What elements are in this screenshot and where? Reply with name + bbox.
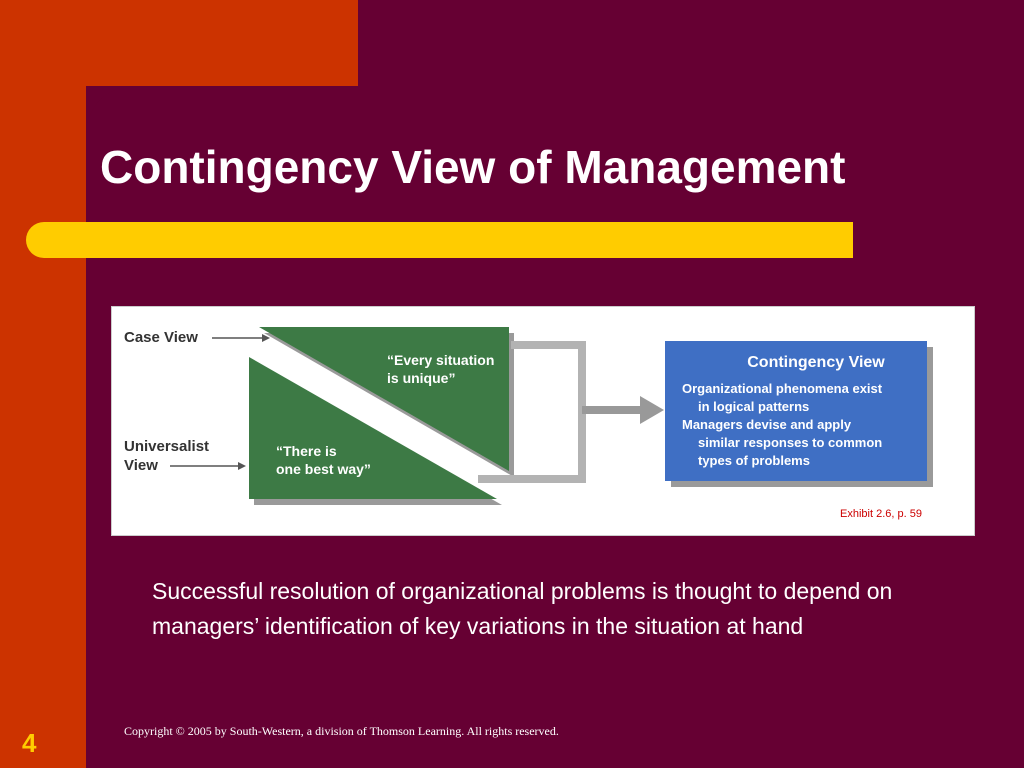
contingency-line-2: in logical patterns (698, 399, 810, 414)
top-accent-block (0, 0, 358, 86)
exhibit-source: Exhibit 2.6, p. 59 (840, 508, 922, 520)
contingency-line-4: similar responses to common (698, 435, 883, 450)
universal-quote-line1: “There is (276, 443, 337, 459)
case-quote-line1: “Every situation (387, 352, 495, 368)
universal-quote-line2: one best way” (276, 461, 371, 477)
contingency-line-1: Organizational phenomena exist (682, 381, 883, 396)
exhibit-diagram (111, 306, 975, 536)
universalist-arrow-head (238, 462, 246, 470)
left-accent-band (0, 0, 86, 768)
connector-arrow-head (640, 396, 664, 424)
title-underline-bar (26, 222, 853, 258)
slide-body-text: Successful resolution of organizational problems is thought to depend on managers’ identification of key variations in the situation at hand (152, 578, 893, 639)
universalist-view-label-line1: Universalist (124, 438, 210, 455)
page-number: 4 (22, 728, 37, 758)
contingency-line-3: Managers devise and apply (682, 417, 852, 432)
universalist-view-label-line2: View (124, 457, 158, 474)
case-quote-line2: is unique” (387, 370, 456, 386)
slide-title: Contingency View of Management (100, 141, 846, 193)
copyright-footer: Copyright © 2005 by South-Western, a division of Thomson Learning. All rights reserved. (124, 724, 559, 738)
contingency-line-5: types of problems (698, 453, 810, 468)
case-view-label: Case View (124, 329, 198, 346)
contingency-view-title: Contingency View (747, 354, 885, 371)
